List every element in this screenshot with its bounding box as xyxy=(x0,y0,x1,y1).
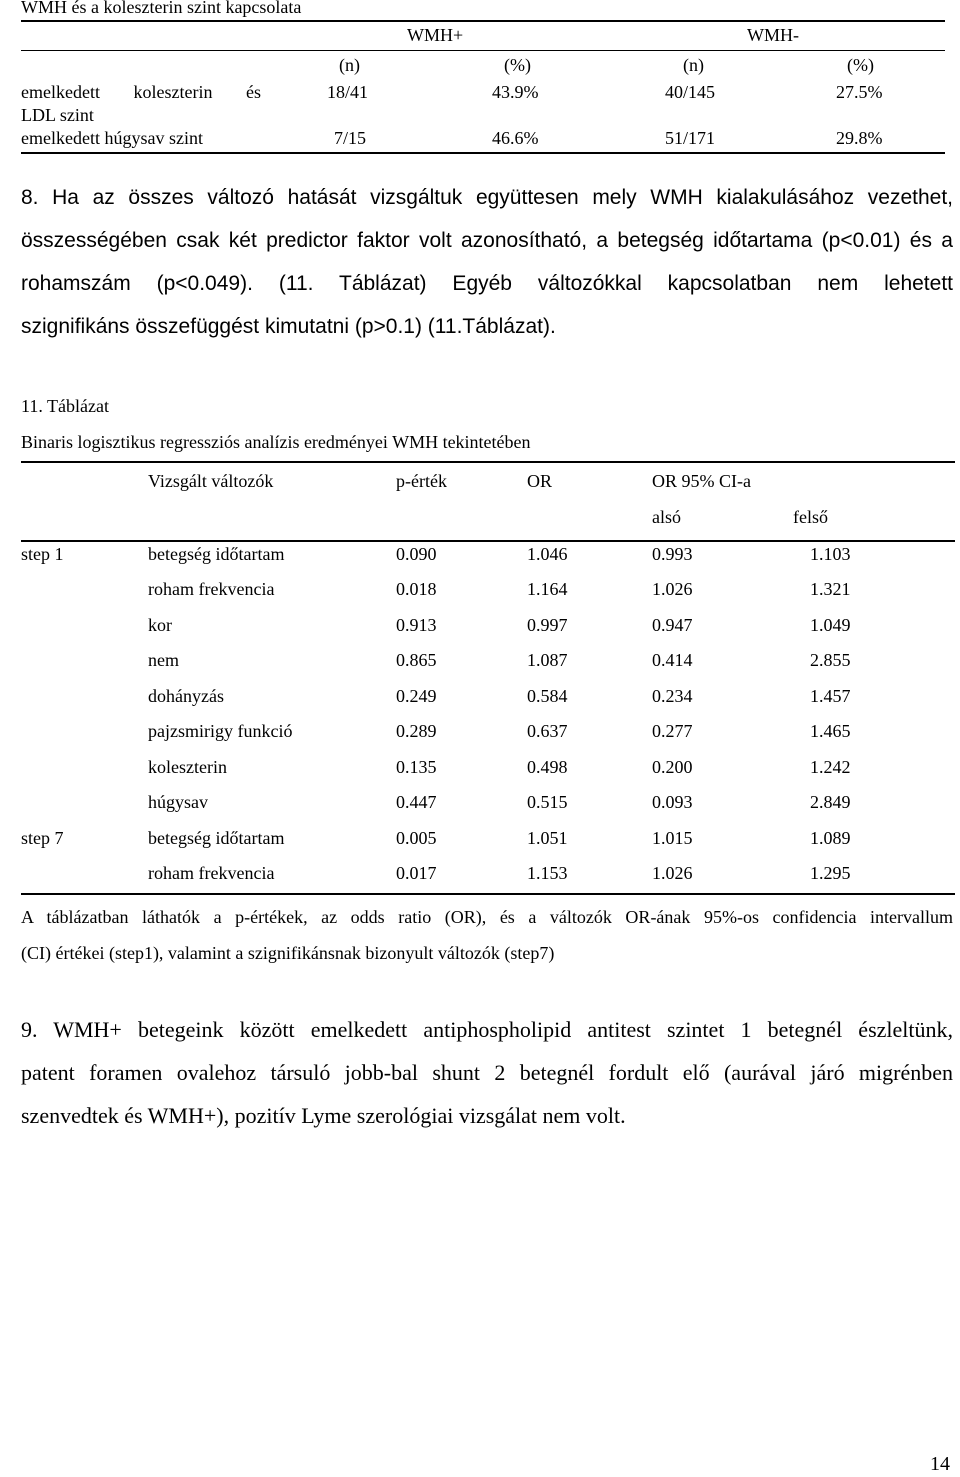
cell-p-value: 0.913 xyxy=(396,615,437,635)
header-or: OR xyxy=(527,471,553,491)
subheader-neg-n: (n) xyxy=(683,55,704,75)
cell-neg-pct: 29.8% xyxy=(836,128,883,148)
cell-neg-n: 40/145 xyxy=(665,82,716,102)
paragraph-9 xyxy=(21,1008,953,1137)
cell-p-value: 0.005 xyxy=(396,828,437,848)
cell-ci-upper: 1.321 xyxy=(810,579,851,599)
cell-variable: koleszterin xyxy=(148,757,227,777)
cell-or: 1.051 xyxy=(527,828,568,848)
cell-p-value: 0.135 xyxy=(396,757,437,777)
subheader-neg-pct: (%) xyxy=(847,55,874,75)
cell-variable: nem xyxy=(148,650,179,670)
cell-variable: betegség időtartam xyxy=(148,828,285,848)
cell-variable: kor xyxy=(148,615,172,635)
cell-ci-lower: 0.234 xyxy=(652,686,693,706)
cell-or: 1.046 xyxy=(527,544,568,564)
cell-ci-lower: 0.093 xyxy=(652,792,693,812)
cell-ci-lower: 0.947 xyxy=(652,615,693,635)
cell-ci-lower: 1.026 xyxy=(652,579,693,599)
cell-p-value: 0.018 xyxy=(396,579,437,599)
cell-p-value: 0.865 xyxy=(396,650,437,670)
cell-ci-upper: 1.465 xyxy=(810,721,851,741)
group-header-wmh-negative: WMH- xyxy=(747,25,799,45)
cell-or: 0.515 xyxy=(527,792,568,812)
cell-ci-upper: 1.049 xyxy=(810,615,851,635)
header-ci-lower: alsó xyxy=(652,507,681,527)
table-top-rule xyxy=(21,20,945,22)
subheader-pos-pct: (%) xyxy=(504,55,531,75)
cell-or: 0.997 xyxy=(527,615,568,635)
cell-ci-lower: 0.200 xyxy=(652,757,693,777)
cell-ci-upper: 2.849 xyxy=(810,792,851,812)
cell-pos-pct: 43.9% xyxy=(492,82,539,102)
cell-ci-upper: 2.855 xyxy=(810,650,851,670)
note-line: A táblázatban láthatók a p-értékek, az odds ratio (OR), és a változók OR-ának 95%-os confidencia intervallum xyxy=(21,907,953,927)
group-header-wmh-positive: WMH+ xyxy=(407,25,464,45)
group-header-rule xyxy=(21,50,945,51)
cell-ci-lower: 0.993 xyxy=(652,544,693,564)
paragraph-line: rohamszám (p<0.049). (11. Táblázat) Egyéb változókkal kapcsolatban nem lehetett xyxy=(21,272,953,295)
table-title: WMH és a koleszterin szint kapcsolata xyxy=(21,0,302,17)
cell-step: step 7 xyxy=(21,828,64,848)
cell-or: 0.498 xyxy=(527,757,568,777)
note-line: (CI) értékei (step1), valamint a szignifikánsnak bizonyult változók (step7) xyxy=(21,943,555,963)
cell-p-value: 0.289 xyxy=(396,721,437,741)
cell-variable: betegség időtartam xyxy=(148,544,285,564)
paragraph-line: 8. Ha az összes változó hatását vizsgáltuk együttesen mely WMH kialakulásához vezethet, xyxy=(21,186,953,209)
table-caption: Binaris logisztikus regressziós analízis eredményei WMH tekintetében xyxy=(21,432,531,452)
cell-ci-lower: 1.026 xyxy=(652,863,693,883)
paragraph-line: szenvedtek és WMH+), pozitív Lyme szerológiai vizsgálat nem volt. xyxy=(21,1103,626,1128)
header-variables: Vizsgált változók xyxy=(148,471,274,491)
cell-or: 0.584 xyxy=(527,686,568,706)
cell-variable: roham frekvencia xyxy=(148,863,275,883)
cell-or: 1.153 xyxy=(527,863,568,883)
subheader-pos-n: (n) xyxy=(339,55,360,75)
cell-neg-n: 51/171 xyxy=(665,128,716,148)
cell-ci-lower: 0.414 xyxy=(652,650,693,670)
cell-p-value: 0.447 xyxy=(396,792,437,812)
row-label-continued: LDL szint xyxy=(21,105,94,125)
cell-pos-n: 7/15 xyxy=(334,128,367,148)
row-label: emelkedett húgysav szint xyxy=(21,128,203,148)
cell-ci-upper: 1.089 xyxy=(810,828,851,848)
cell-p-value: 0.090 xyxy=(396,544,437,564)
cell-or: 0.637 xyxy=(527,721,568,741)
header-ci-upper: felső xyxy=(793,507,828,527)
header-rule xyxy=(21,540,955,542)
cell-variable: dohányzás xyxy=(148,686,224,706)
cell-step: step 1 xyxy=(21,544,64,564)
cell-p-value: 0.249 xyxy=(396,686,437,706)
cell-ci-upper: 1.103 xyxy=(810,544,851,564)
cell-variable: pajzsmirigy funkció xyxy=(148,721,293,741)
paragraph-line: összességében csak két predictor faktor volt azonosítható, a betegség időtartama (p<0.01) és a xyxy=(21,229,953,252)
cell-or: 1.164 xyxy=(527,579,568,599)
cell-pos-pct: 46.6% xyxy=(492,128,539,148)
header-p-value: p-érték xyxy=(396,471,447,491)
table-bottom-rule xyxy=(21,152,945,154)
paragraph-line: 9. WMH+ betegeink között emelkedett antiphospholipid antitest szintet 1 betegnél észleltünk, xyxy=(21,1017,953,1042)
page-number: 14 xyxy=(930,1453,950,1475)
table-bottom-rule xyxy=(21,893,955,895)
table-note xyxy=(21,899,953,971)
table-label: 11. Táblázat xyxy=(21,396,109,416)
cell-ci-lower: 0.277 xyxy=(652,721,693,741)
header-ci: OR 95% CI-a xyxy=(652,471,751,491)
paragraph-line: szignifikáns összefüggést kimutatni (p>0.1) (11.Táblázat). xyxy=(21,315,556,338)
cell-or: 1.087 xyxy=(527,650,568,670)
cell-ci-upper: 1.295 xyxy=(810,863,851,883)
cell-ci-upper: 1.242 xyxy=(810,757,851,777)
cell-variable: roham frekvencia xyxy=(148,579,275,599)
cell-ci-lower: 1.015 xyxy=(652,828,693,848)
cell-variable: húgysav xyxy=(148,792,208,812)
cell-pos-n: 18/41 xyxy=(327,82,369,102)
paragraph-line: patent foramen ovalehoz társuló jobb-bal shunt 2 betegnél fordult elő (aurával járó migrénben xyxy=(21,1060,953,1085)
row-label: emelkedett koleszterin és xyxy=(21,82,261,102)
cell-ci-upper: 1.457 xyxy=(810,686,851,706)
cell-p-value: 0.017 xyxy=(396,863,437,883)
cell-neg-pct: 27.5% xyxy=(836,82,883,102)
paragraph-8 xyxy=(21,176,953,348)
table-top-rule xyxy=(21,461,955,463)
